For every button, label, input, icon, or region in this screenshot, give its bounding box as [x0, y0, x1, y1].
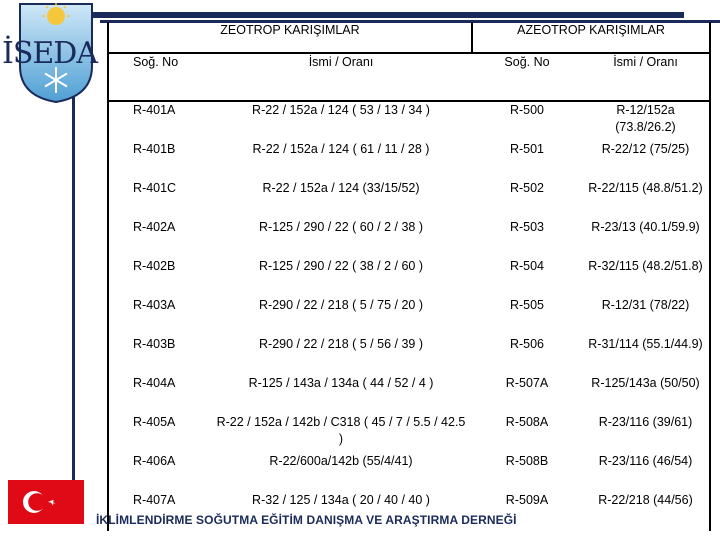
azeotrop-number-cell: R-507A [505, 376, 549, 390]
refrigerant-mixtures-table [107, 22, 711, 531]
azeotrop-number-cell: R-508B [505, 454, 549, 468]
zeotrop-mixture-cell: R-125 / 143a / 134a ( 44 / 52 / 4 ) [248, 376, 434, 390]
zeotrop-number-cell: R-402A [108, 219, 210, 258]
left-decorative-line [72, 96, 75, 486]
table-row [108, 297, 710, 336]
zeotrop-header: ZEOTROP KARIŞIMLAR [108, 22, 472, 53]
azeotrop-number-cell: R-509A [505, 493, 549, 507]
azeotrop-number-cell: R-501 [509, 142, 545, 156]
azeotrop-mixture-cell: R-23/116 (39/61) [582, 414, 710, 453]
column-header-row [108, 53, 710, 101]
zeotrop-mixture-cell: R-125 / 290 / 22 ( 38 / 2 / 60 ) [259, 259, 423, 273]
top-decorative-bar [78, 12, 684, 18]
table-row [108, 375, 710, 414]
zeotrop-mixture-cell: R-22/600a/142b (55/4/41) [269, 454, 413, 468]
col-header-azeotrop-no: Soğ. No [472, 53, 582, 101]
zeotrop-number-cell: R-403B [108, 336, 210, 375]
azeotrop-number-cell: R-503 [509, 220, 545, 234]
azeotrop-mixture-cell: R-12/152a (73.8/26.2) [582, 101, 710, 141]
zeotrop-mixture-cell: R-22 / 152a / 124 ( 61 / 11 / 28 ) [252, 142, 430, 156]
table-row [108, 180, 710, 219]
zeotrop-number-cell: R-401C [108, 180, 210, 219]
azeotrop-mixture-cell: R-31/114 (55.1/44.9) [582, 336, 710, 375]
azeotrop-mixture-cell: R-22/115 (48.8/51.2) [582, 180, 710, 219]
zeotrop-number-cell: R-405A [108, 414, 210, 453]
col-header-zeotrop-no: Soğ. No [108, 53, 210, 101]
table-row [108, 414, 710, 453]
table-row [108, 219, 710, 258]
azeotrop-number-cell: R-508A [505, 415, 549, 429]
table-row [108, 336, 710, 375]
zeotrop-number-cell: R-407A [108, 492, 210, 531]
zeotrop-mixture-cell: R-125 / 290 / 22 ( 60 / 2 / 38 ) [259, 220, 423, 234]
table-row [108, 258, 710, 297]
zeotrop-mixture-cell: R-290 / 22 / 218 ( 5 / 75 / 20 ) [259, 298, 423, 312]
sun-icon [47, 7, 65, 25]
zeotrop-number-cell: R-401B [108, 141, 210, 180]
azeotrop-mixture-cell: R-125/143a (50/50) [582, 375, 710, 414]
azeotrop-number-cell: R-504 [509, 259, 545, 273]
zeotrop-mixture-cell: R-290 / 22 / 218 ( 5 / 56 / 39 ) [259, 337, 423, 351]
zeotrop-number-cell: R-401A [108, 101, 210, 141]
turkish-flag-icon [8, 480, 84, 524]
azeotrop-mixture-cell: R-22/218 (44/56) [582, 492, 710, 531]
logo-wordmark: İSEDA [2, 36, 98, 71]
association-footer: İKLİMLENDİRME SOĞUTMA EĞİTİM DANIŞMA VE ARAŞTIRMA DERNEĞİ [96, 513, 517, 527]
azeotrop-number-cell: R-505 [509, 298, 545, 312]
azeotrop-mixture-cell: R-32/115 (48.2/51.8) [582, 258, 710, 297]
zeotrop-number-cell: R-404A [108, 375, 210, 414]
azeotrop-number-cell: R-500 [509, 103, 545, 117]
azeotrop-number-cell: R-502 [509, 181, 545, 195]
azeotrop-number-cell: R-506 [509, 337, 545, 351]
zeotrop-number-cell: R-402B [108, 258, 210, 297]
zeotrop-number-cell: R-403A [108, 297, 210, 336]
zeotrop-mixture-cell: R-22 / 152a / 124 (33/15/52) [262, 181, 420, 195]
azeotrop-mixture-cell: R-12/31 (78/22) [582, 297, 710, 336]
azeotrop-header: AZEOTROP KARIŞIMLAR [472, 22, 710, 53]
azeotrop-mixture-cell: R-23/116 (46/54) [582, 453, 710, 492]
azeotrop-mixture-cell: R-23/13 (40.1/59.9) [582, 219, 710, 258]
table-row [108, 101, 710, 141]
table-row [108, 453, 710, 492]
zeotrop-mixture-cell: R-22 / 152a / 124 ( 53 / 13 / 34 ) [252, 103, 430, 117]
zeotrop-mixture-cell: R-32 / 125 / 134a ( 20 / 40 / 40 ) [252, 493, 430, 507]
zeotrop-number-cell: R-406A [108, 453, 210, 492]
table-group-header [108, 22, 710, 53]
azeotrop-mixture-cell: R-22/12 (75/25) [582, 141, 710, 180]
zeotrop-mixture-cell: R-22 / 152a / 142b / C318 ( 45 / 7 / 5.5 / 42.5 ) [216, 415, 466, 446]
col-header-zeotrop-mix: İsmi / Oranı [210, 53, 472, 101]
table-row [108, 141, 710, 180]
col-header-azeotrop-mix: İsmi / Oranı [582, 53, 710, 101]
